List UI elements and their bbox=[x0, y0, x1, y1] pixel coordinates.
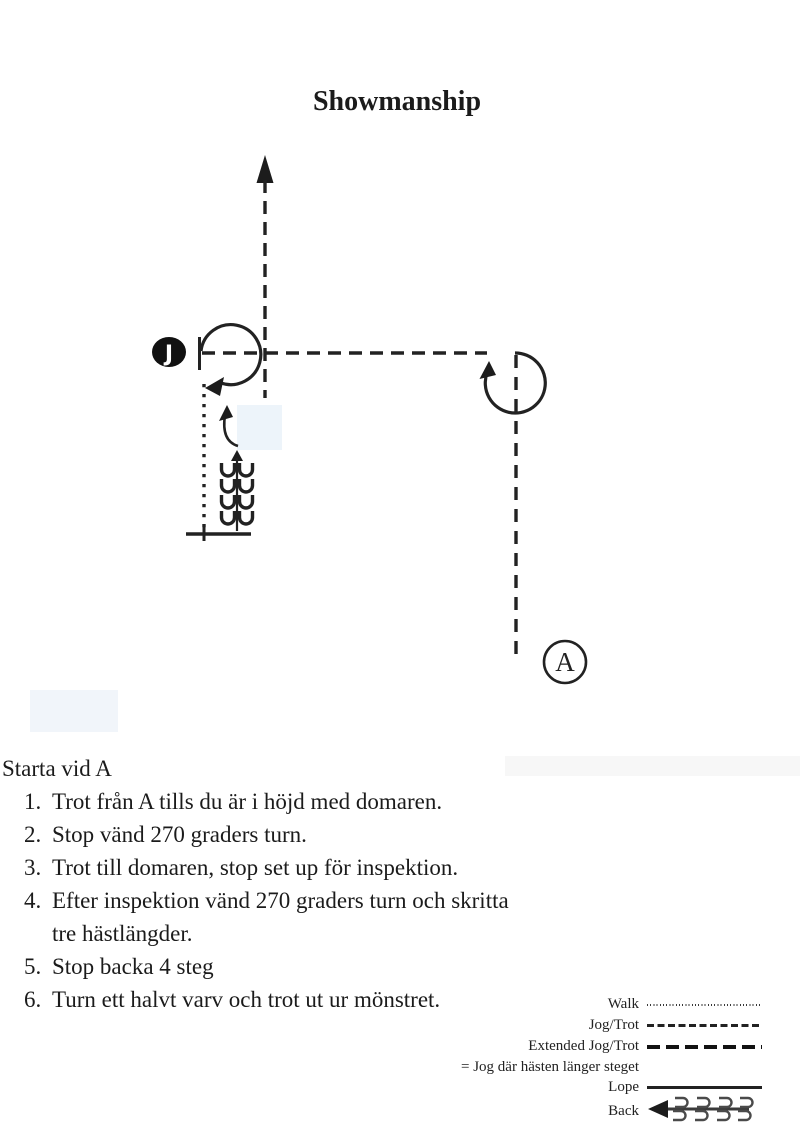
legend-row-back bbox=[402, 1098, 762, 1124]
item-text: Stop vänd 270 graders turn. bbox=[52, 822, 307, 847]
walk-line-sample bbox=[647, 1004, 762, 1006]
instruction-item-continuation: tre hästlängder. bbox=[52, 921, 193, 946]
back-symbol-sample bbox=[647, 1096, 762, 1127]
legend-label: Back bbox=[608, 1102, 639, 1119]
instruction-item bbox=[24, 818, 602, 851]
item-text: Stop backa 4 steg bbox=[52, 954, 214, 979]
item-number: 3. bbox=[24, 855, 42, 880]
pattern-diagram bbox=[0, 150, 800, 710]
instruction-item bbox=[24, 851, 602, 884]
start-marker-label: A bbox=[555, 647, 575, 677]
item-text: Trot från A tills du är i höjd med domaren. bbox=[52, 789, 443, 814]
legend-row-jog bbox=[402, 1015, 762, 1036]
legend-note-row bbox=[402, 1057, 762, 1077]
item-text: Turn ett halvt varv och trot ut ur mönstret. bbox=[52, 987, 441, 1012]
extended-jog-line-sample bbox=[647, 1045, 762, 1049]
back-symbol-icon bbox=[647, 1096, 762, 1122]
item-number: 1. bbox=[24, 789, 42, 814]
instructions bbox=[2, 752, 602, 1016]
half-turn-curved-arrow bbox=[224, 415, 238, 446]
item-number: 2. bbox=[24, 822, 42, 847]
legend-row-walk bbox=[402, 994, 762, 1015]
page-title: Showmanship bbox=[312, 86, 482, 117]
half-turn-arrowhead-icon bbox=[219, 405, 233, 421]
lope-line-sample bbox=[647, 1086, 762, 1089]
gait-legend bbox=[402, 994, 762, 1124]
jog-line-sample bbox=[647, 1024, 762, 1027]
exit-arrowhead-icon bbox=[257, 155, 274, 183]
legend-label: Extended Jog/Trot bbox=[528, 1038, 639, 1054]
legend-label: Jog/Trot bbox=[588, 1017, 639, 1033]
item-text: Trot till domaren, stop set up för inspektion. bbox=[52, 855, 459, 880]
item-number: 4. bbox=[24, 888, 42, 913]
spacer bbox=[647, 1067, 762, 1068]
turn-corner-arrowhead-icon bbox=[480, 361, 497, 379]
instruction-item bbox=[24, 785, 602, 818]
judge-marker-label: J bbox=[164, 342, 174, 367]
instruction-item bbox=[24, 950, 602, 983]
item-number: 5. bbox=[24, 954, 42, 979]
legend-label: Walk bbox=[607, 996, 639, 1012]
instruction-item bbox=[24, 884, 602, 917]
instructions-intro: Starta vid A bbox=[2, 756, 112, 781]
item-number: 6. bbox=[24, 987, 42, 1012]
legend-row-extended-jog bbox=[402, 1036, 762, 1057]
item-text: Efter inspektion vänd 270 graders turn och skritta bbox=[52, 888, 509, 913]
legend-label: Lope bbox=[608, 1079, 639, 1095]
turn-judge-arrowhead-icon bbox=[205, 377, 224, 396]
legend-note: = Jog där hästen länger steget bbox=[461, 1058, 639, 1075]
